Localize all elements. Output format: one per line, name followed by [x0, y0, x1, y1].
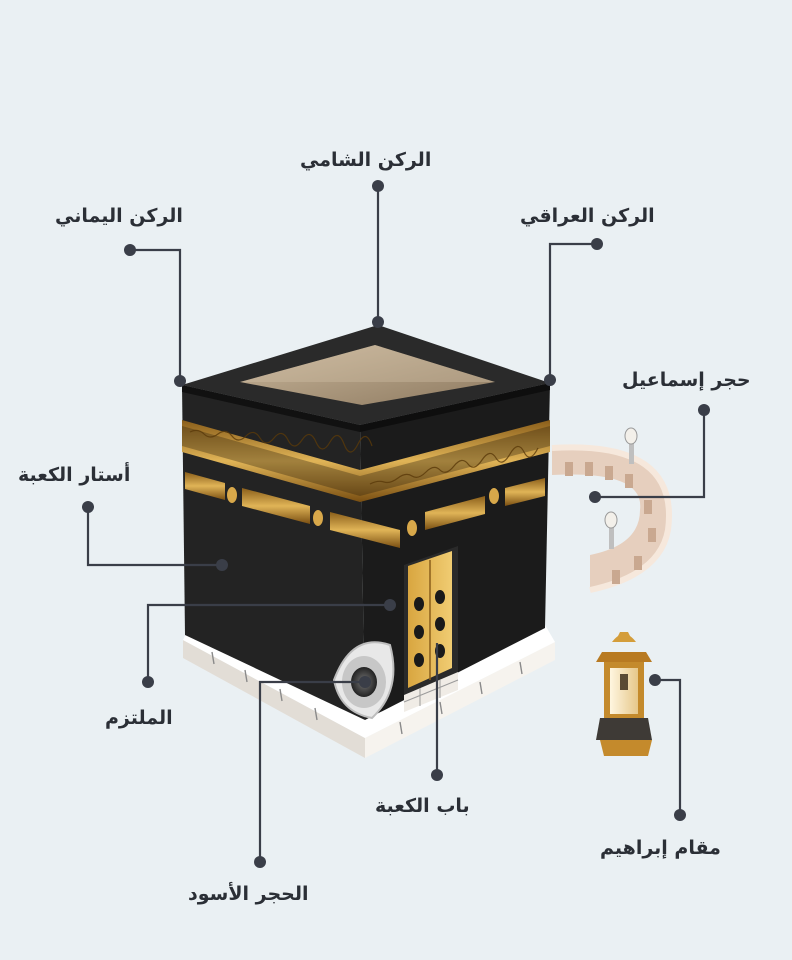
marker-dot: [254, 856, 266, 868]
marker-dot: [431, 769, 443, 781]
marker-dot: [216, 559, 228, 571]
marker-dot: [384, 599, 396, 611]
marker-dot: [591, 238, 603, 250]
label-multazam: الملتزم: [105, 707, 173, 729]
kaaba-door-shape: [404, 546, 458, 712]
label-hijr-ismail: حجر إسماعيل: [622, 369, 751, 391]
marker-dot: [589, 491, 601, 503]
marker-dot: [82, 501, 94, 513]
marker-dot: [544, 374, 556, 386]
hijr-ismail-wall: [552, 428, 669, 590]
marker-dot: [124, 244, 136, 256]
maqam-ibrahim-shape: [596, 632, 652, 756]
marker-dot: [698, 404, 710, 416]
label-kaaba-door: باب الكعبة: [375, 795, 470, 817]
marker-dot: [649, 674, 661, 686]
marker-dot: [372, 316, 384, 328]
marker-dot: [359, 676, 371, 688]
label-maqam-ibrahim: مقام إبراهيم: [600, 837, 721, 859]
label-yamani-corner: الركن اليماني: [55, 205, 183, 227]
label-kaaba-covering: أستار الكعبة: [18, 464, 131, 486]
label-shami-corner: الركن الشامي: [300, 149, 432, 171]
marker-dot: [674, 809, 686, 821]
marker-dot: [174, 375, 186, 387]
marker-dot: [142, 676, 154, 688]
marker-dot: [372, 180, 384, 192]
label-black-stone: الحجر الأسود: [188, 883, 309, 905]
label-iraqi-corner: الركن العراقي: [520, 205, 655, 227]
